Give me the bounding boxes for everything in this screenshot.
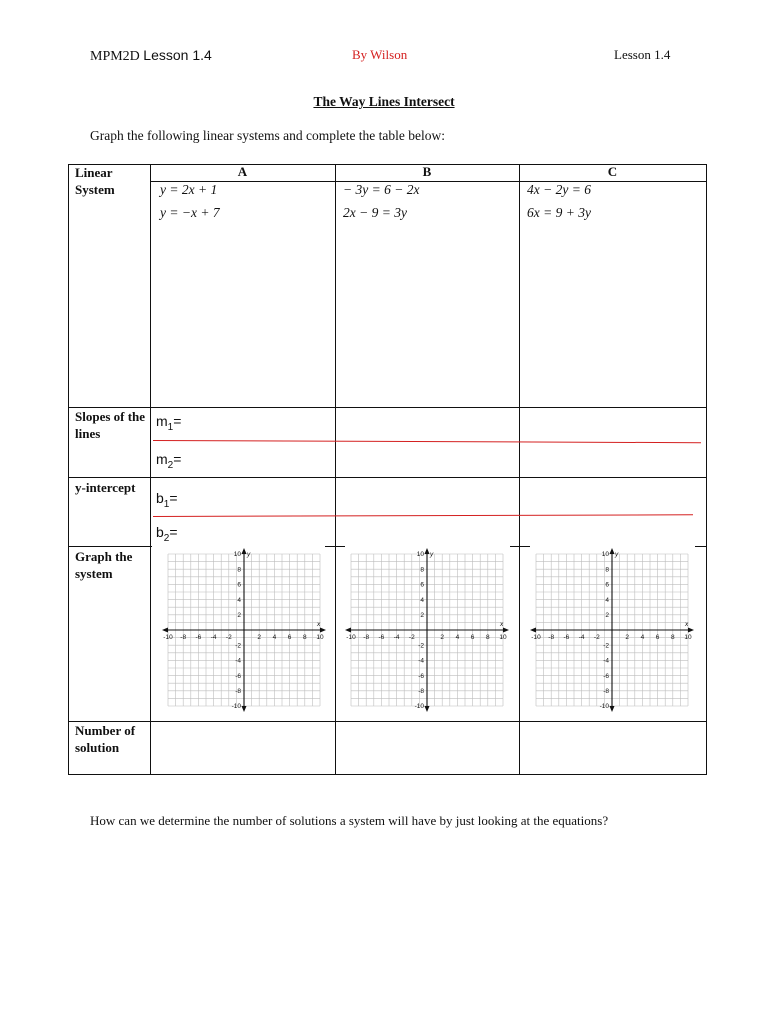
y-tick-label: 10: [233, 551, 241, 559]
y-tick-label: 6: [605, 581, 609, 589]
y-tick-label: 2: [420, 612, 424, 619]
x-tick-label: 6: [655, 634, 660, 641]
slope-divider-red: [153, 440, 701, 443]
m1-subscript: 1: [167, 421, 174, 433]
table-row-line-2: [68, 477, 707, 478]
system-b-eq2: 2x − 9 = 3y: [343, 205, 407, 220]
table-divider-1: [150, 164, 151, 775]
table-row-line-3a: [68, 546, 152, 547]
instructions: Graph the following linear systems and complete the table below:: [90, 128, 446, 143]
system-c-eq2: 6x = 9 + 3y: [527, 205, 591, 220]
table-border-left: [68, 164, 69, 775]
x-axis-arrow-left: [162, 628, 168, 633]
x-tick-label: 4: [272, 634, 277, 641]
lesson-label-right: Lesson 1.4: [614, 47, 671, 62]
table-border-bottom: [68, 774, 707, 775]
y-tick-label: -8: [235, 688, 241, 695]
b1-equals: =: [169, 490, 178, 506]
y-tick-label: -8: [603, 688, 609, 695]
y-tick-label: 2: [605, 612, 609, 619]
x-tick-label: 6: [470, 634, 475, 641]
intercept-b2-field[interactable]: [156, 524, 178, 544]
m1-letter: m: [156, 413, 168, 429]
x-tick-label: 2: [625, 634, 630, 641]
intercept-divider-red: [153, 514, 693, 517]
y-tick-label: 10: [601, 551, 609, 559]
slope-m1-field[interactable]: [156, 413, 181, 433]
row-label-number: Number of solution: [75, 723, 136, 755]
coordinate-grid-c: [526, 546, 698, 718]
y-tick-label: 4: [420, 596, 424, 604]
m2-subscript: 2: [167, 459, 174, 471]
y-tick-label: 6: [420, 581, 424, 589]
slope-m2-field[interactable]: [156, 451, 181, 471]
y-tick-label: 6: [237, 581, 241, 589]
graph-c[interactable]: [526, 546, 698, 723]
y-tick-label: -4: [235, 657, 241, 665]
table-divider-3: [519, 164, 520, 775]
x-tick-label: -6: [563, 634, 570, 641]
y-tick-label: -2: [418, 642, 424, 650]
page-title: The Way Lines Intersect: [313, 94, 455, 109]
y-tick-label: 4: [605, 596, 609, 604]
x-axis-arrow-left: [345, 628, 351, 633]
m2-letter: m: [156, 451, 168, 467]
b2-letter: b: [156, 524, 164, 540]
x-axis-arrow-left: [530, 628, 536, 633]
coordinate-grid-b: [341, 546, 513, 718]
graph-a[interactable]: [158, 546, 330, 723]
coordinate-grid-a: [158, 546, 330, 718]
x-tick-label: 4: [640, 634, 645, 641]
b1-letter: b: [156, 490, 164, 506]
y-tick-label: -10: [414, 703, 424, 711]
y-tick-label: 10: [416, 551, 424, 559]
x-tick-label: 10: [316, 634, 324, 641]
x-axis-arrow-right: [320, 628, 326, 633]
x-tick-label: 8: [485, 634, 490, 641]
y-axis-label: y: [615, 551, 619, 558]
system-c-eq1: 4x − 2y = 6: [527, 182, 591, 197]
y-tick-label: -6: [235, 672, 241, 680]
m2-equals: =: [173, 451, 182, 467]
y-tick-label: -4: [603, 657, 609, 665]
x-tick-label: -8: [180, 634, 187, 641]
course-code: [90, 47, 212, 65]
row-label-intercept: y-intercept: [75, 480, 136, 495]
table-divider-2: [335, 164, 336, 775]
y-axis-arrow-up: [242, 548, 247, 554]
x-axis-label: x: [685, 621, 689, 628]
table-row-line-1: [68, 407, 707, 408]
y-tick-label: -4: [418, 657, 424, 665]
author-label: By Wilson: [352, 47, 408, 62]
y-axis-arrow-down: [425, 706, 430, 712]
y-tick-label: 4: [237, 596, 241, 604]
x-tick-label: -8: [363, 634, 370, 641]
y-axis-arrow-down: [610, 706, 615, 712]
table-header-line: [150, 181, 707, 182]
y-axis-arrow-up: [425, 548, 430, 554]
y-tick-label: -10: [599, 703, 609, 711]
x-tick-label: 8: [302, 634, 307, 641]
y-tick-label: 8: [605, 566, 609, 574]
y-tick-label: -2: [235, 642, 241, 650]
row-label-graph: Graph the system: [75, 549, 133, 581]
y-tick-label: 8: [420, 566, 424, 574]
x-tick-label: -2: [408, 634, 415, 641]
system-b-eq1: − 3y = 6 − 2x: [343, 182, 420, 197]
x-tick-label: -4: [393, 634, 400, 641]
reflection-question: How can we determine the number of solutions a system will have by just looking at the equations?: [90, 813, 609, 828]
x-tick-label: 10: [499, 634, 507, 641]
x-tick-label: 4: [455, 634, 460, 641]
lesson-label-left: Lesson 1.4: [143, 47, 212, 63]
y-tick-label: 8: [237, 566, 241, 574]
x-tick-label: 10: [684, 634, 692, 641]
x-tick-label: -2: [225, 634, 232, 641]
y-tick-label: -6: [603, 672, 609, 680]
row-label-linear-system: Linear System: [75, 165, 115, 197]
x-tick-label: 6: [287, 634, 292, 641]
x-axis-label: x: [500, 621, 504, 628]
m1-equals: =: [173, 413, 182, 429]
y-tick-label: -8: [418, 688, 424, 695]
x-tick-label: -4: [210, 634, 217, 641]
x-tick-label: -6: [195, 634, 202, 641]
system-a-eq2: y = −x + 7: [160, 205, 220, 220]
column-c-header: C: [607, 164, 618, 179]
x-tick-label: -4: [578, 634, 585, 641]
y-tick-label: 2: [237, 612, 241, 619]
x-tick-label: 8: [670, 634, 675, 641]
y-axis-arrow-up: [610, 548, 615, 554]
course-label: MPM2D: [90, 49, 140, 64]
y-tick-label: -2: [603, 642, 609, 650]
x-tick-label: -10: [163, 634, 173, 641]
row-label-slopes: Slopes of the lines: [75, 409, 146, 441]
x-tick-label: -10: [531, 634, 541, 641]
b1-subscript: 1: [163, 498, 170, 510]
x-tick-label: 2: [257, 634, 262, 641]
b2-equals: =: [169, 524, 178, 540]
y-tick-label: -6: [418, 672, 424, 680]
y-axis-label: y: [430, 551, 434, 558]
intercept-b1-field[interactable]: [156, 490, 178, 510]
x-axis-label: x: [317, 621, 321, 628]
graph-b[interactable]: [341, 546, 513, 723]
b2-subscript: 2: [163, 532, 170, 544]
y-axis-arrow-down: [242, 706, 247, 712]
y-tick-label: -10: [231, 703, 241, 711]
x-tick-label: -2: [593, 634, 600, 641]
x-tick-label: -6: [378, 634, 385, 641]
x-axis-arrow-right: [688, 628, 694, 633]
system-a-eq1: y = 2x + 1: [160, 182, 218, 197]
table-border-right: [706, 164, 707, 775]
x-tick-label: 2: [440, 634, 445, 641]
x-tick-label: -8: [548, 634, 555, 641]
column-a-header: A: [237, 164, 248, 179]
x-tick-label: -10: [346, 634, 356, 641]
y-axis-label: y: [247, 551, 251, 558]
column-b-header: B: [422, 164, 432, 179]
x-axis-arrow-right: [503, 628, 509, 633]
